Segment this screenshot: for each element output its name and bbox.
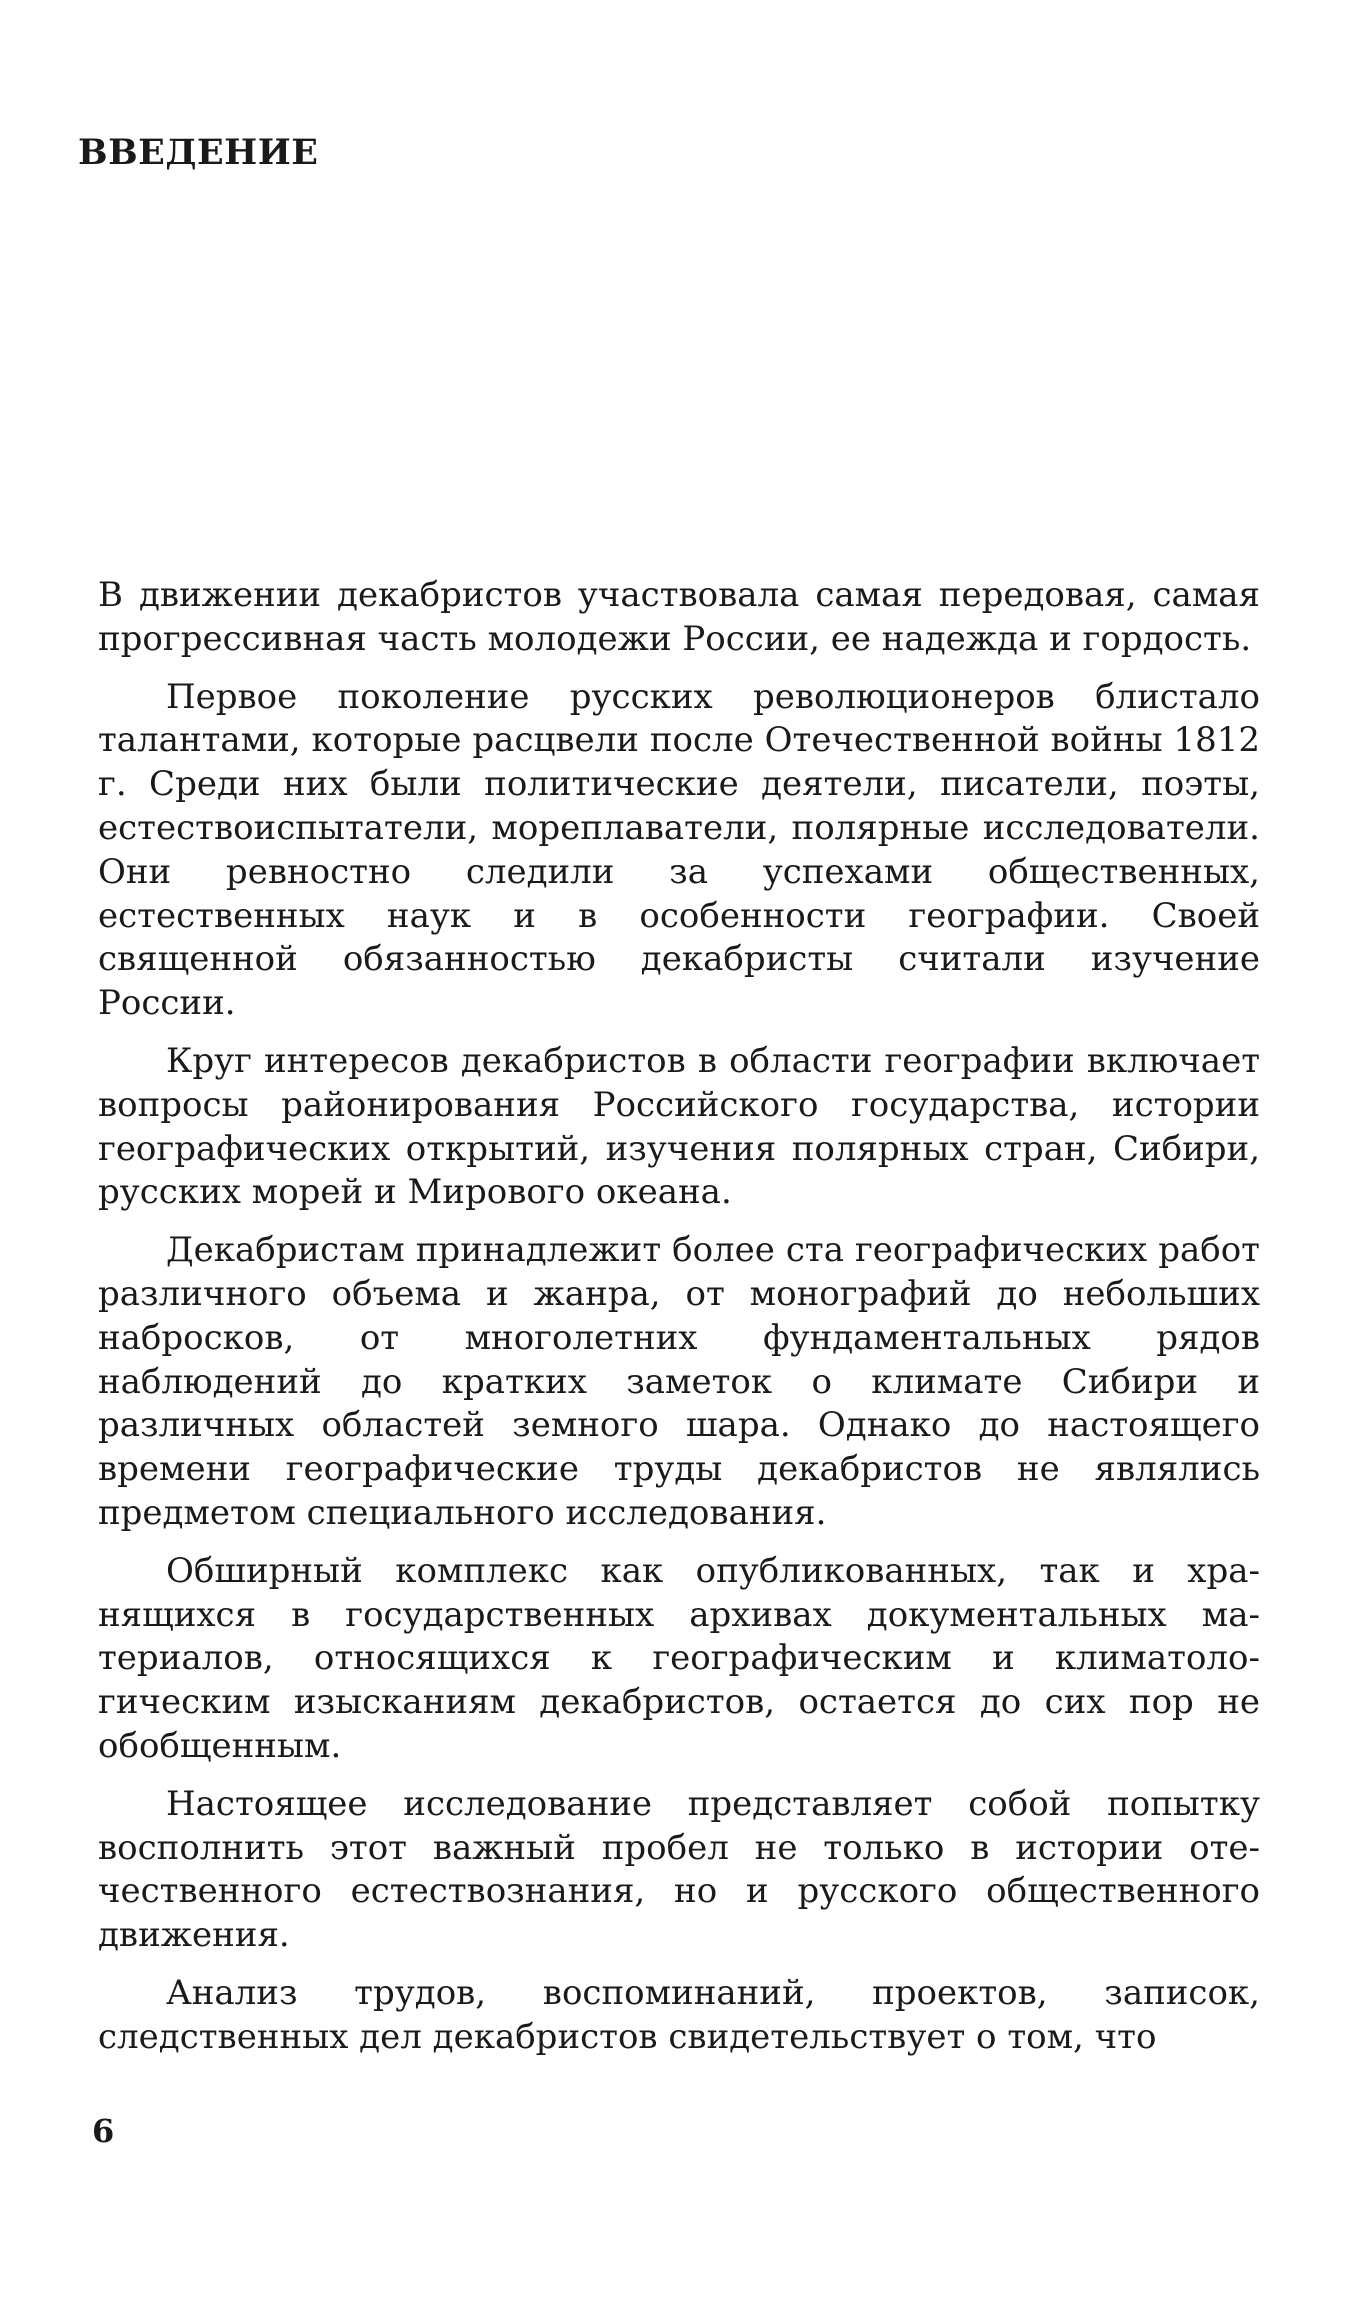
body-text [98,574,1260,2060]
paragraph: Настоящее исследование представляет собой попытку восполнить этот важный пробел не только в истории отечественного естествознания, но и русского общественного движения. [98,1783,1260,1956]
chapter-heading: ВВЕДЕНИЕ [78,132,319,173]
paragraph: Анализ трудов, воспоминаний, проектов, записок, следственных дел декабристов свидетельствует о том, что [98,1972,1260,2057]
page-number: 6 [92,2112,115,2150]
paragraph: Первое поколение русских революционеров блистало талантами, которые расцвели после Отечественной войны 1812 г. Среди них были политические деятели, писатели, поэты, естествоиспытатели, мореплаватели, полярные исследователи. Они ревностно следили за успехами общественных, естественных наук и в особенности географии. Своей священной обязанностью декабристы считали изучение России. [98,676,1260,1024]
paragraph: Декабристам принадлежит более ста географических работ различного объема и жанра, от монографий до небольших набросков, от многолетних фундаментальных рядов наблюдений до кратких заметок о климате Сибири и различных областей земного шара. Однако до настоящего времени географические труды декабристов не являлись предметом специального исследования. [98,1230,1260,1533]
paragraph: В движении декабристов участвовала самая передовая, самая прогрессивная часть молодежи России, ее надежда и гордость. [98,575,1260,659]
paragraph: Обширный комплекс как опубликованных, так и хранящихся в государственных архивах документальных материалов, относящихся к географическим и климатологическим изысканиям декабристов, остается до сих пор не обобщенным. [98,1550,1260,1766]
paragraph: Круг интересов декабристов в области географии включает вопросы районирования Российского государства, истории географических открытий, изучения полярных стран, Сибири, русских морей и Мирового океана. [98,1040,1260,1213]
